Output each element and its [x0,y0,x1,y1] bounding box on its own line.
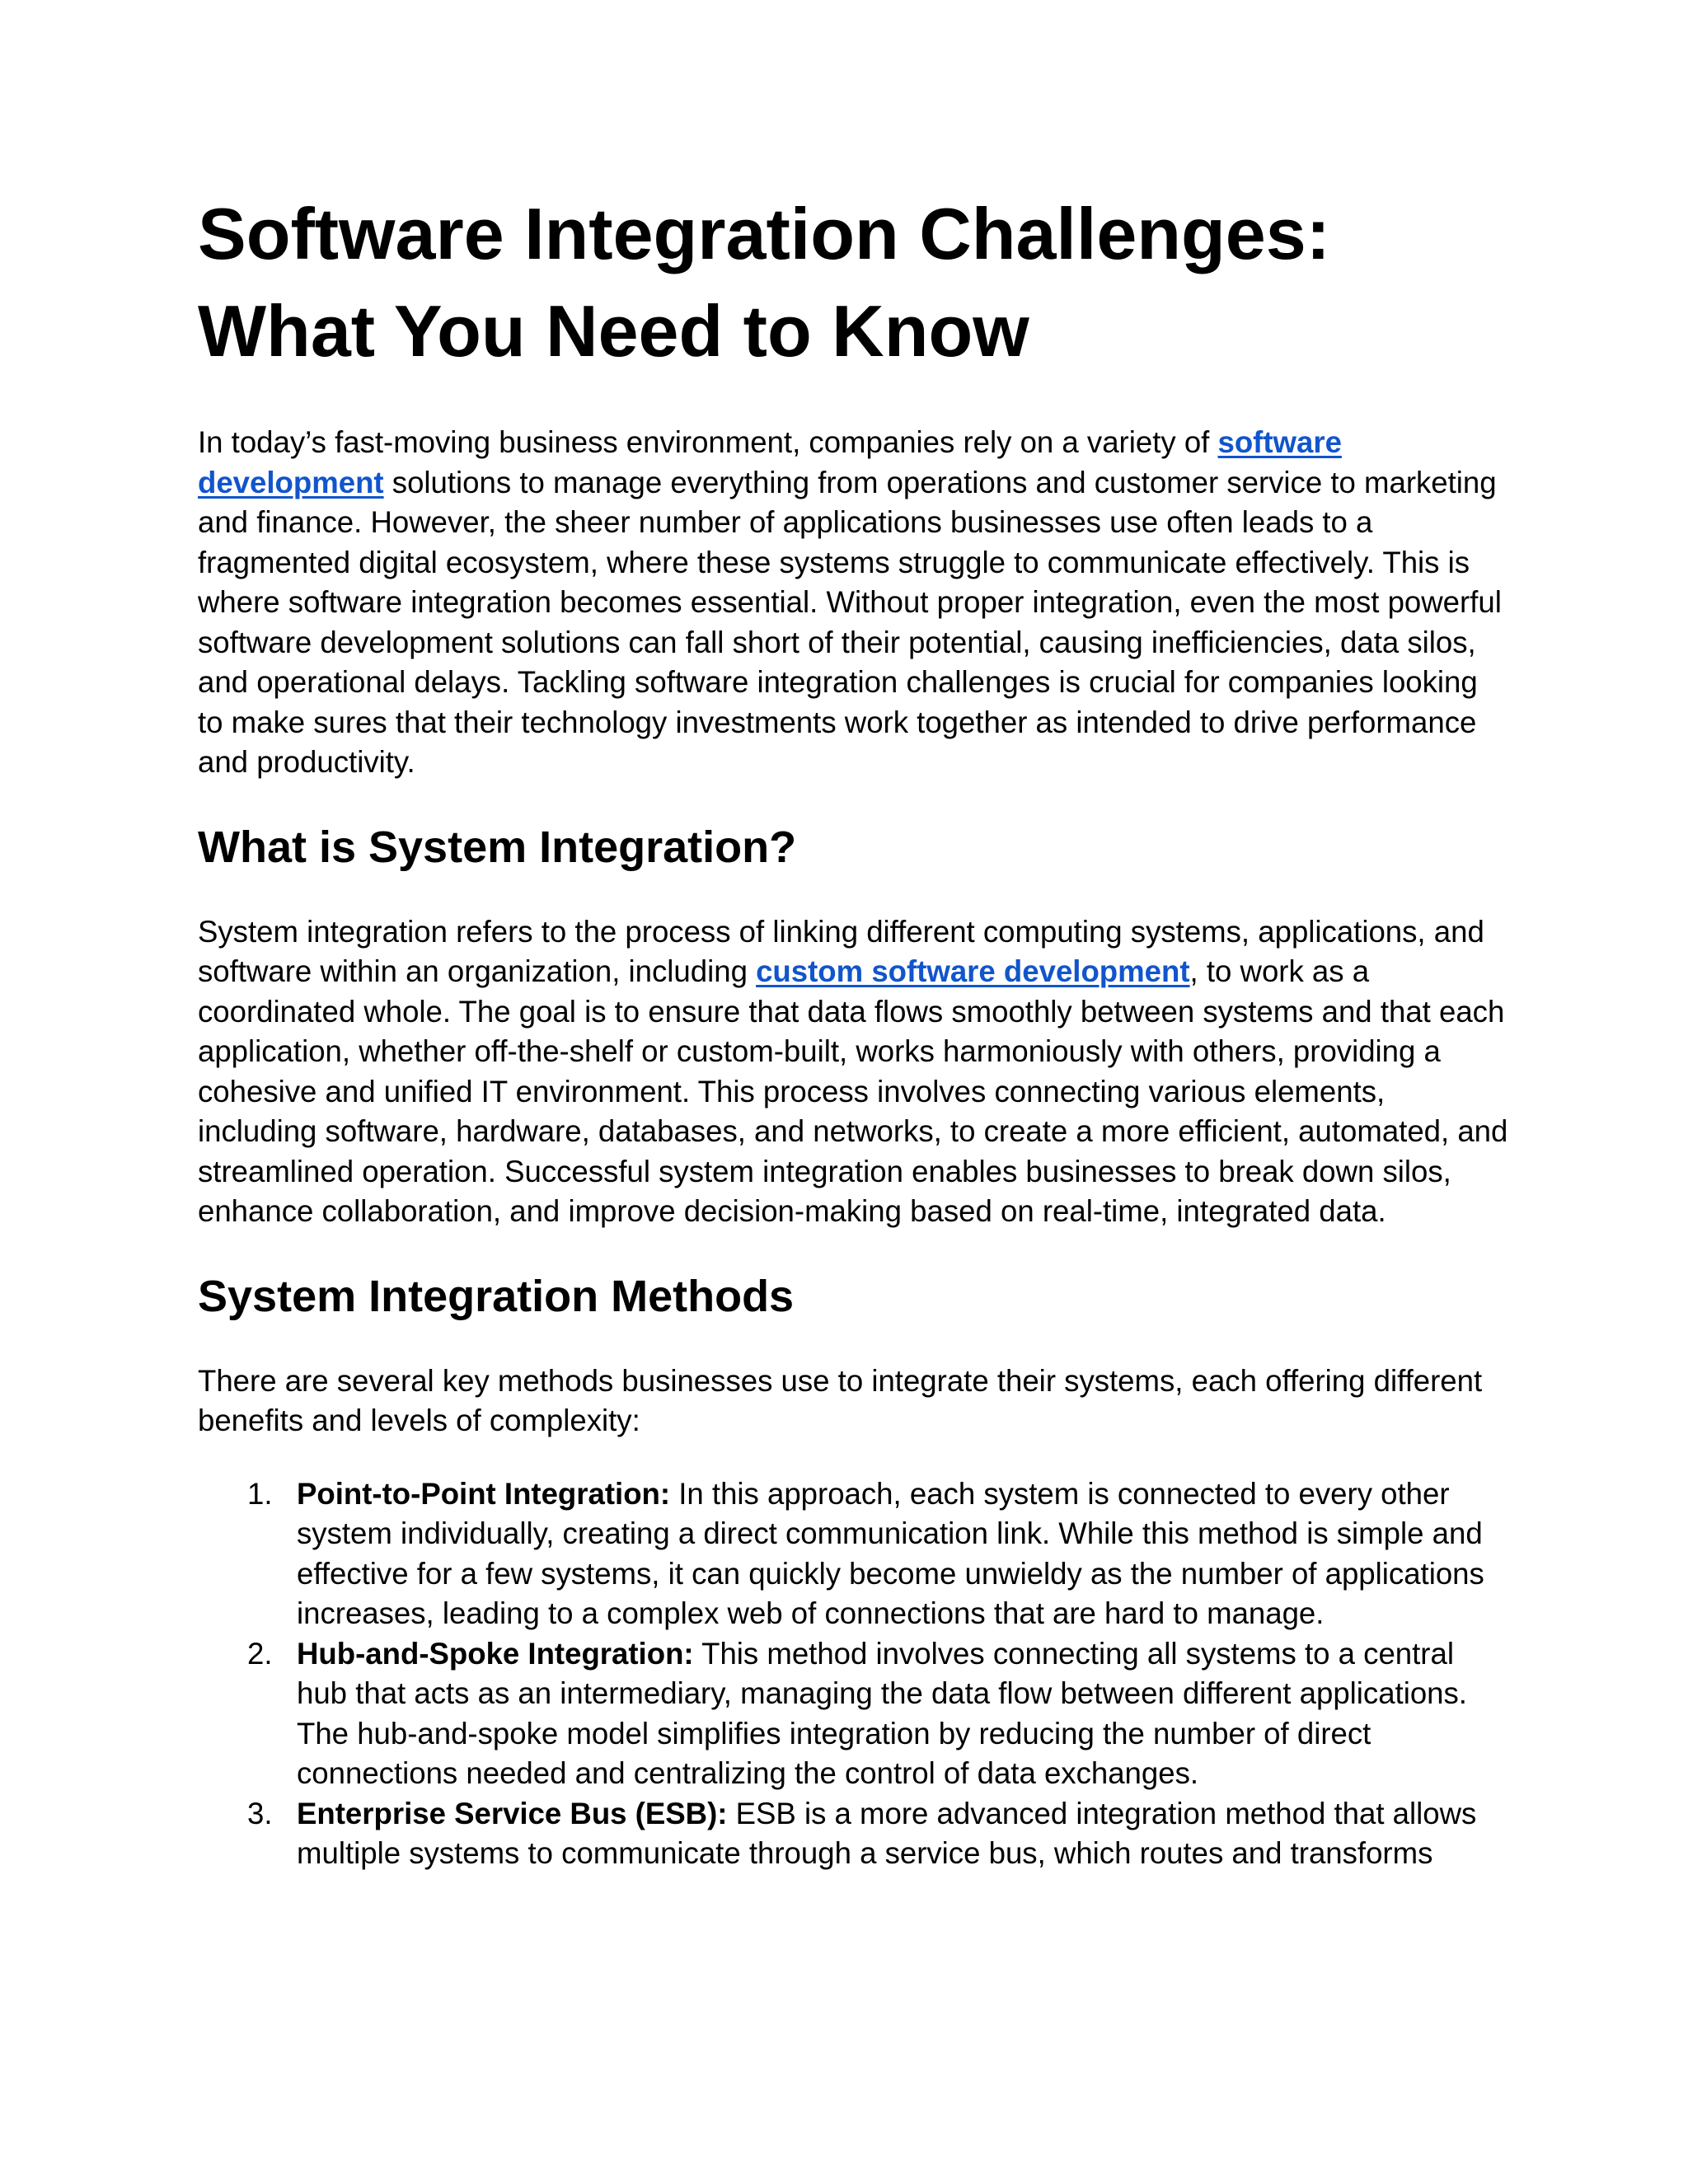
list-item-term: Hub-and-Spoke Integration: [297,1636,694,1671]
intro-paragraph [198,423,1508,783]
list-item-text: In this approach, each system is connected to every other system individually, creating a direct communication link. While this method is simple and effective for a few systems, it can quickly become unwieldy as the number of applications increases, leading to a complex web of connections that are hard to manage. [297,1476,1484,1630]
intro-text-before: In today’s fast-moving business environment, companies rely on a variety of [198,425,1218,459]
list-item [198,1474,1508,1634]
section-heading-integration-methods: System Integration Methods [198,1271,795,1321]
intro-text-after: solutions to manage everything from operations and customer service to marketing and finance. However, the sheer number of applications businesses use often leads to a fragmented digital ecosystem, where these systems struggle to communicate effectively. This is where software integration becomes essential. Without proper integration, even the most powerful software development solutions can fall short of their potential, causing inefficiencies, data silos, and operational delays. Tackling software integration challenges is crucial for companies looking to make sures that their technology investments work together as intended to drive performance and productivity. [198,465,1502,779]
list-item-text: This method involves connecting all systems to a central hub that acts as an intermediary, managing the data flow between different applications. The hub-and-spoke model simplifies integration by reducing the number of direct connections needed and centralizing the control of data exchanges. [297,1636,1467,1790]
list-item-number: 2. [247,1636,273,1671]
software-development-link[interactable]: software development [198,425,1342,499]
list-item [198,1794,1508,1874]
list-item-text: ESB is a more advanced integration method that allows multiple systems to communicate through a service bus, which routes and transforms [297,1796,1477,1870]
section-heading-system-integration: What is System Integration? [198,822,797,872]
system-integration-paragraph [198,912,1508,1232]
page-title: Software Integration Challenges: What You Need to Know [198,193,1330,372]
custom-software-development-link[interactable]: custom software development [756,954,1190,988]
document-page [198,185,1508,1874]
methods-lead-paragraph: There are several key methods businesses use to integrate their systems, each offering different benefits and levels of complexity: [198,1363,1483,1437]
list-item [198,1634,1508,1794]
list-item-term: Point-to-Point Integration: [297,1476,671,1511]
system-integration-text-before: System integration refers to the process of linking different computing systems, applications, and software within an organization, including [198,914,1484,988]
list-item-term: Enterprise Service Bus (ESB): [297,1796,728,1830]
methods-list [198,1474,1508,1874]
list-item-number: 1. [247,1476,273,1511]
list-item-number: 3. [247,1796,273,1830]
system-integration-text-after: , to work as a coordinated whole. The goal is to ensure that data flows smoothly between systems and that each application, whether off-the-shelf or custom-built, works harmoniously with others, providing a cohesive and unified IT environment. This process involves connecting various elements, including software, hardware, databases, and networks, to create a more efficient, automated, and streamlined operation. Successful system integration enables businesses to break down silos, enhance collaboration, and improve decision-making based on real-time, integrated data. [198,954,1508,1228]
